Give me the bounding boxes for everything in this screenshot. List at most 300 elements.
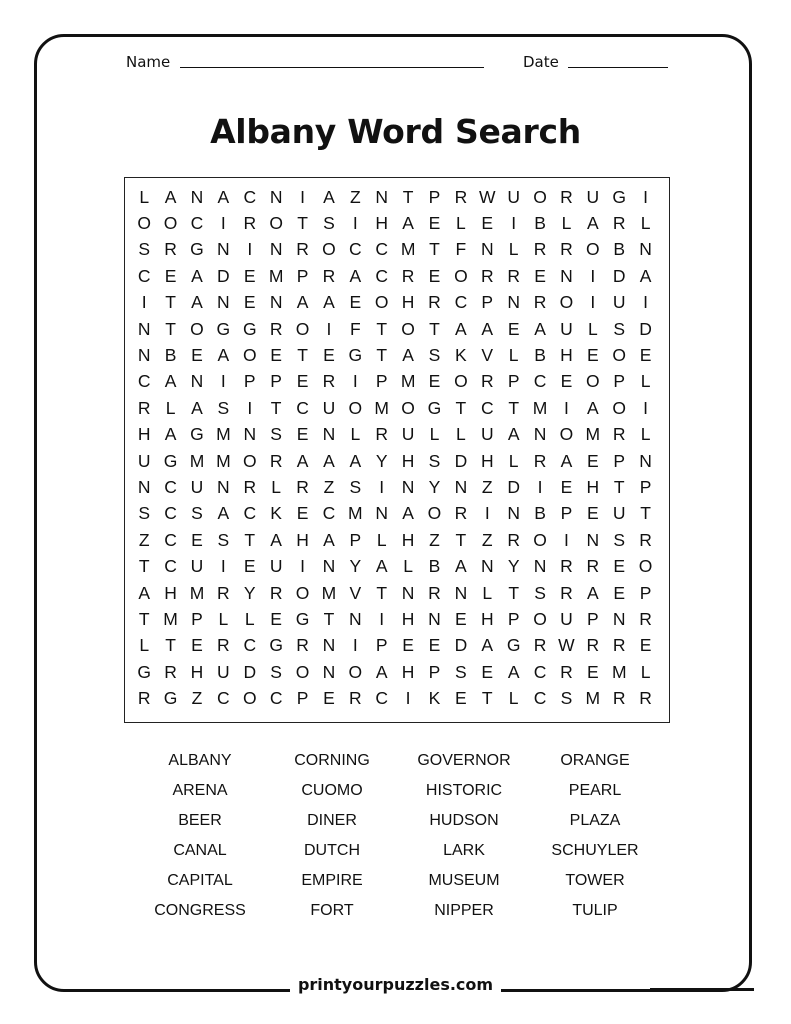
grid-letter[interactable]: L [139,186,150,207]
grid-letter[interactable]: A [296,450,309,471]
grid-letter[interactable]: O [242,345,257,366]
grid-letter[interactable]: R [428,292,441,313]
grid-letter[interactable]: H [137,424,151,445]
grid-letter[interactable]: S [428,345,441,366]
grid-letter[interactable]: H [586,476,600,497]
grid-letter[interactable]: R [533,239,547,260]
grid-letter[interactable]: R [560,582,573,603]
grid-letter[interactable]: E [428,213,441,234]
grid-letter[interactable]: U [560,608,573,629]
grid-letter[interactable]: M [585,424,601,445]
grid-letter[interactable]: O [242,688,257,709]
grid-letter[interactable]: A [534,318,546,339]
grid-letter[interactable]: S [217,529,230,550]
grid-letter[interactable]: G [269,635,283,656]
grid-letter[interactable]: A [455,318,467,339]
grid-letter[interactable]: M [585,688,601,709]
grid-letter[interactable]: N [560,265,573,286]
grid-letter[interactable]: L [456,424,466,445]
grid-letter[interactable]: U [401,424,415,445]
grid-letter[interactable]: O [374,292,389,313]
grid-letter[interactable]: R [269,318,283,339]
grid-letter[interactable]: O [612,345,627,366]
grid-letter[interactable]: A [138,582,151,603]
grid-letter[interactable]: P [560,503,573,524]
grid-letter[interactable]: S [613,318,626,339]
grid-letter[interactable]: E [586,661,599,682]
grid-letter[interactable]: P [613,371,626,392]
grid-letter[interactable]: P [507,371,520,392]
grid-letter[interactable]: N [612,608,626,629]
grid-letter[interactable]: R [375,424,389,445]
grid-letter[interactable]: I [643,397,649,418]
grid-letter[interactable]: I [141,292,147,313]
grid-letter[interactable]: N [217,292,230,313]
grid-letter[interactable]: U [322,397,336,418]
grid-letter[interactable]: T [376,345,388,366]
grid-letter[interactable]: L [640,661,651,682]
grid-letter[interactable]: T [429,318,440,339]
grid-letter[interactable]: I [590,292,596,313]
grid-letter[interactable]: C [533,661,547,682]
grid-letter[interactable]: H [401,608,415,629]
grid-letter[interactable]: P [270,371,282,392]
grid-letter[interactable]: K [270,503,282,524]
grid-letter[interactable]: G [163,450,178,471]
grid-letter[interactable]: L [376,529,387,550]
grid-letter[interactable]: P [296,265,309,286]
grid-letter[interactable]: R [217,582,230,603]
grid-letter[interactable]: L [587,318,598,339]
grid-letter[interactable]: E [534,265,546,286]
grid-letter[interactable]: M [216,424,231,445]
grid-letter[interactable]: L [350,424,361,445]
grid-letter[interactable]: E [191,635,203,656]
grid-letter[interactable]: R [586,556,600,577]
grid-letter[interactable]: T [481,688,493,709]
grid-letter[interactable]: L [640,213,651,234]
grid-letter[interactable]: T [455,529,467,550]
grid-letter[interactable]: R [217,635,230,656]
grid-letter[interactable]: T [244,529,256,550]
grid-letter[interactable]: A [402,345,414,366]
grid-letter[interactable]: N [639,450,652,471]
grid-letter[interactable]: G [612,186,627,207]
grid-letter[interactable]: T [376,582,388,603]
grid-letter[interactable]: S [323,213,335,234]
grid-letter[interactable]: R [296,635,309,656]
grid-letter[interactable]: M [532,397,548,418]
grid-letter[interactable]: T [429,239,440,260]
grid-letter[interactable]: D [217,265,230,286]
grid-letter[interactable]: U [190,556,204,577]
grid-letter[interactable]: C [217,688,230,709]
grid-letter[interactable]: T [165,635,176,656]
grid-letter[interactable]: S [138,503,151,524]
grid-letter[interactable]: E [586,450,599,471]
grid-letter[interactable]: B [164,345,177,366]
grid-letter[interactable]: O [269,213,283,234]
grid-letter[interactable]: K [455,345,467,366]
grid-letter[interactable]: H [164,582,177,603]
grid-letter[interactable]: N [454,476,468,497]
grid-letter[interactable]: O [586,371,600,392]
grid-letter[interactable]: E [191,345,203,366]
grid-letter[interactable]: I [564,397,569,418]
grid-letter[interactable]: I [643,186,649,207]
grid-letter[interactable]: O [586,239,600,260]
grid-letter[interactable]: E [323,688,335,709]
grid-letter[interactable]: D [612,265,626,286]
grid-letter[interactable]: Z [349,186,361,207]
grid-letter[interactable]: N [507,503,520,524]
grid-letter[interactable]: M [374,397,389,418]
grid-letter[interactable]: G [295,608,310,629]
grid-letter[interactable]: D [454,450,468,471]
grid-letter[interactable]: P [428,661,441,682]
grid-letter[interactable]: W [479,186,496,207]
grid-letter[interactable]: L [482,582,493,603]
grid-letter[interactable]: G [216,318,231,339]
grid-letter[interactable]: T [138,608,150,629]
grid-letter[interactable]: I [564,529,569,550]
grid-letter[interactable]: N [639,239,652,260]
grid-letter[interactable]: R [454,186,468,207]
grid-letter[interactable]: C [480,397,494,418]
grid-letter[interactable]: R [560,661,573,682]
grid-letter[interactable]: L [271,476,282,497]
grid-letter[interactable]: O [454,371,468,392]
grid-letter[interactable]: H [296,529,309,550]
grid-letter[interactable]: N [401,582,415,603]
grid-letter[interactable]: N [137,318,151,339]
grid-letter[interactable]: O [242,450,257,471]
grid-letter[interactable]: A [191,397,203,418]
grid-letter[interactable]: L [456,213,466,234]
grid-letter[interactable]: E [507,318,520,339]
grid-letter[interactable]: R [612,424,626,445]
grid-letter[interactable]: T [376,318,388,339]
grid-letter[interactable]: C [243,635,257,656]
grid-letter[interactable]: T [165,292,176,313]
grid-letter[interactable]: P [243,371,256,392]
grid-letter[interactable]: N [454,582,468,603]
grid-letter[interactable]: A [586,397,599,418]
grid-letter[interactable]: Y [428,476,441,497]
grid-letter[interactable]: T [270,397,282,418]
grid-letter[interactable]: B [534,213,546,234]
grid-letter[interactable]: C [375,688,389,709]
grid-letter[interactable]: A [560,450,573,471]
grid-letter[interactable]: C [190,213,204,234]
grid-letter[interactable]: V [349,582,362,603]
grid-letter[interactable]: E [323,345,335,366]
grid-letter[interactable]: I [643,292,649,313]
grid-letter[interactable]: N [533,424,547,445]
grid-letter[interactable]: D [454,635,468,656]
grid-letter[interactable]: P [507,608,520,629]
grid-letter[interactable]: C [322,503,336,524]
grid-letter[interactable]: N [137,476,151,497]
grid-letter[interactable]: M [321,582,337,603]
grid-letter[interactable]: Z [481,529,493,550]
grid-letter[interactable]: C [269,688,283,709]
grid-letter[interactable]: N [190,371,204,392]
grid-letter[interactable]: R [269,450,283,471]
grid-letter[interactable]: P [639,476,652,497]
grid-letter[interactable]: O [348,397,363,418]
grid-letter[interactable]: S [534,582,546,603]
grid-letter[interactable]: O [533,186,547,207]
grid-letter[interactable]: C [243,186,257,207]
grid-letter[interactable]: L [218,608,229,629]
grid-letter[interactable]: R [243,213,257,234]
grid-letter[interactable]: O [190,318,204,339]
grid-letter[interactable]: T [138,556,150,577]
grid-letter[interactable]: R [164,661,177,682]
grid-letter[interactable]: R [480,371,494,392]
grid-letter[interactable]: Z [481,476,493,497]
grid-letter[interactable]: E [455,688,467,709]
grid-letter[interactable]: R [296,476,309,497]
grid-letter[interactable]: A [507,424,520,445]
grid-letter[interactable]: I [405,688,411,709]
grid-letter[interactable]: E [296,371,309,392]
grid-letter[interactable]: O [295,661,310,682]
grid-letter[interactable]: T [297,213,308,234]
grid-letter[interactable]: U [480,424,494,445]
grid-letter[interactable]: T [455,397,467,418]
grid-letter[interactable]: G [190,424,204,445]
grid-letter[interactable]: F [349,318,361,339]
grid-letter[interactable]: C [296,397,309,418]
grid-letter[interactable]: N [322,661,336,682]
grid-letter[interactable]: C [164,556,177,577]
grid-letter[interactable]: Z [429,529,440,550]
grid-letter[interactable]: R [269,582,283,603]
grid-letter[interactable]: A [481,318,494,339]
grid-letter[interactable]: P [191,608,203,629]
grid-letter[interactable]: R [480,265,494,286]
grid-letter[interactable]: E [164,265,177,286]
grid-letter[interactable]: H [401,661,415,682]
grid-letter[interactable]: O [559,292,574,313]
grid-letter[interactable]: O [427,503,442,524]
grid-letter[interactable]: C [164,503,177,524]
grid-letter[interactable]: N [586,529,600,550]
grid-letter[interactable]: N [401,476,415,497]
grid-letter[interactable]: B [534,345,546,366]
grid-letter[interactable]: N [269,239,283,260]
grid-letter[interactable]: O [295,318,310,339]
grid-letter[interactable]: S [455,661,467,682]
grid-letter[interactable]: R [612,213,626,234]
grid-letter[interactable]: R [296,239,309,260]
grid-letter[interactable]: N [269,186,283,207]
grid-letter[interactable]: H [401,450,415,471]
grid-letter[interactable]: T [165,318,176,339]
grid-letter[interactable]: H [480,608,494,629]
grid-letter[interactable]: S [613,529,626,550]
grid-letter[interactable]: R [322,265,336,286]
grid-letter[interactable]: A [191,292,203,313]
grid-letter[interactable]: I [300,556,305,577]
grid-letter[interactable]: E [586,503,599,524]
grid-letter[interactable]: G [137,661,151,682]
grid-letter[interactable]: I [300,186,305,207]
grid-letter[interactable]: L [508,688,519,709]
grid-letter[interactable]: Y [349,556,362,577]
grid-letter[interactable]: C [349,239,362,260]
grid-letter[interactable]: O [559,424,574,445]
grid-letter[interactable]: N [322,424,336,445]
grid-letter[interactable]: C [533,688,547,709]
grid-letter[interactable]: N [137,345,151,366]
grid-letter[interactable]: B [613,239,626,260]
grid-letter[interactable]: R [533,635,547,656]
grid-letter[interactable]: T [297,345,308,366]
grid-letter[interactable]: E [402,635,414,656]
grid-letter[interactable]: I [484,503,490,524]
grid-letter[interactable]: U [507,186,520,207]
grid-letter[interactable]: O [401,397,415,418]
grid-letter[interactable]: A [164,371,177,392]
grid-letter[interactable]: L [508,239,519,260]
grid-letter[interactable]: O [163,213,178,234]
grid-letter[interactable]: O [533,608,547,629]
grid-letter[interactable]: Y [507,556,520,577]
grid-letter[interactable]: E [639,635,652,656]
grid-letter[interactable]: A [402,213,414,234]
grid-letter[interactable]: A [164,186,177,207]
grid-letter[interactable]: R [507,265,520,286]
grid-letter[interactable]: M [189,450,205,471]
grid-letter[interactable]: I [220,371,226,392]
grid-letter[interactable]: A [586,213,599,234]
grid-letter[interactable]: L [561,213,572,234]
grid-letter[interactable]: P [375,635,388,656]
grid-letter[interactable]: P [375,371,388,392]
grid-letter[interactable]: R [137,397,151,418]
grid-letter[interactable]: D [639,318,652,339]
grid-letter[interactable]: R [349,688,362,709]
grid-letter[interactable]: Z [191,688,203,709]
grid-letter[interactable]: A [191,265,203,286]
grid-letter[interactable]: T [508,397,520,418]
grid-letter[interactable]: A [217,186,230,207]
grid-letter[interactable]: N [507,292,520,313]
grid-letter[interactable]: L [429,424,440,445]
grid-letter[interactable]: O [137,213,151,234]
grid-letter[interactable]: A [586,582,599,603]
grid-letter[interactable]: I [511,213,517,234]
grid-letter[interactable]: R [533,450,547,471]
grid-letter[interactable]: T [323,608,335,629]
grid-letter[interactable]: R [639,688,652,709]
grid-letter[interactable]: O [533,529,547,550]
grid-letter[interactable]: M [189,582,205,603]
grid-letter[interactable]: C [533,371,547,392]
grid-letter[interactable]: O [612,397,627,418]
grid-letter[interactable]: U [586,186,600,207]
grid-letter[interactable]: R [401,265,415,286]
grid-letter[interactable]: H [190,661,204,682]
grid-letter[interactable]: M [216,450,231,471]
grid-letter[interactable]: W [558,635,575,656]
grid-letter[interactable]: H [401,529,415,550]
grid-letter[interactable]: L [139,635,150,656]
grid-letter[interactable]: L [508,450,519,471]
grid-letter[interactable]: I [352,371,358,392]
grid-letter[interactable]: D [507,476,520,497]
grid-letter[interactable]: A [323,450,335,471]
grid-letter[interactable]: E [481,213,494,234]
grid-letter[interactable]: E [639,345,652,366]
grid-letter[interactable]: M [400,239,416,260]
grid-letter[interactable]: N [375,186,389,207]
grid-letter[interactable]: A [481,635,494,656]
grid-letter[interactable]: N [480,556,494,577]
grid-letter[interactable]: P [349,529,362,550]
grid-letter[interactable]: C [137,265,151,286]
grid-letter[interactable]: L [244,608,255,629]
grid-letter[interactable]: A [375,661,388,682]
grid-letter[interactable]: S [349,476,362,497]
grid-letter[interactable]: T [613,476,625,497]
grid-letter[interactable]: N [322,556,336,577]
grid-letter[interactable]: N [322,635,336,656]
grid-letter[interactable]: R [243,476,257,497]
grid-letter[interactable]: C [164,529,177,550]
grid-letter[interactable]: A [402,503,414,524]
grid-letter[interactable]: L [640,424,651,445]
grid-letter[interactable]: A [349,450,362,471]
grid-letter[interactable]: N [428,608,441,629]
grid-letter[interactable]: C [164,476,177,497]
grid-letter[interactable]: S [217,397,230,418]
grid-letter[interactable]: T [640,503,651,524]
grid-letter[interactable]: I [537,476,543,497]
grid-letter[interactable]: Z [138,529,150,550]
grid-letter[interactable]: U [190,476,204,497]
grid-letter[interactable]: N [480,239,494,260]
grid-letter[interactable]: I [352,635,358,656]
grid-letter[interactable]: A [217,345,230,366]
grid-letter[interactable]: N [243,424,257,445]
grid-letter[interactable]: V [481,345,494,366]
grid-letter[interactable]: I [220,213,226,234]
grid-letter[interactable]: R [322,371,336,392]
grid-letter[interactable]: I [326,318,332,339]
grid-letter[interactable]: P [586,608,599,629]
grid-letter[interactable]: B [534,503,546,524]
grid-letter[interactable]: R [560,186,573,207]
grid-letter[interactable]: I [379,608,385,629]
grid-letter[interactable]: K [428,688,441,709]
grid-letter[interactable]: E [270,345,282,366]
grid-letter[interactable]: U [217,661,230,682]
grid-letter[interactable]: A [375,556,388,577]
grid-letter[interactable]: E [270,608,282,629]
grid-letter[interactable]: G [163,688,178,709]
grid-letter[interactable]: A [639,265,652,286]
grid-letter[interactable]: A [270,529,282,550]
grid-letter[interactable]: P [639,582,652,603]
grid-letter[interactable]: N [269,292,283,313]
grid-letter[interactable]: O [295,582,310,603]
grid-letter[interactable]: R [507,529,520,550]
grid-letter[interactable]: S [270,424,282,445]
